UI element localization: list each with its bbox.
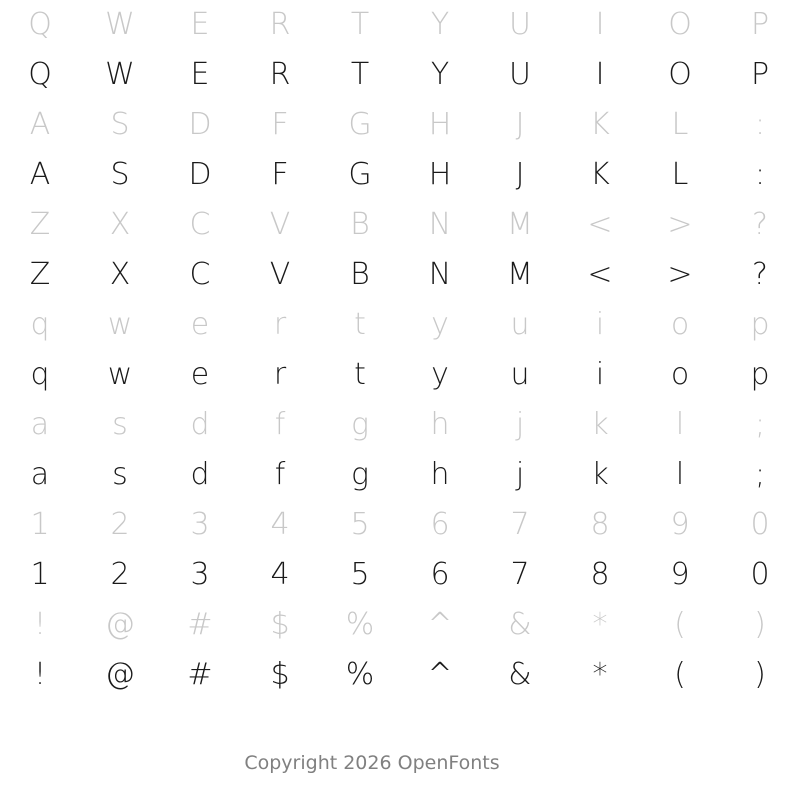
- glyph-cell: V: [269, 207, 291, 242]
- glyph-cell: @: [105, 607, 135, 642]
- glyph-cell: P: [750, 57, 770, 92]
- glyph-cell: q: [30, 357, 50, 392]
- glyph-cell: I: [595, 7, 605, 42]
- glyph-row-regular: [0, 350, 800, 400]
- glyph-cell: 4: [270, 507, 290, 542]
- glyph-cell: Y: [430, 57, 450, 92]
- glyph-cell: Y: [430, 7, 450, 42]
- glyph-cell: X: [109, 207, 131, 242]
- glyph-cell: #: [187, 657, 213, 692]
- glyph-cell: ^: [427, 607, 453, 642]
- glyph-cell: f: [274, 457, 286, 492]
- glyph-cell: 7: [510, 557, 530, 592]
- glyph-cell: L: [671, 107, 689, 142]
- glyph-cell: *: [592, 607, 608, 642]
- glyph-cell: d: [190, 457, 210, 492]
- glyph-cell: j: [515, 457, 525, 492]
- glyph-row-regular: [0, 50, 800, 100]
- glyph-cell: k: [591, 407, 609, 442]
- glyph-cell: 8: [590, 557, 610, 592]
- glyph-cell: s: [112, 457, 128, 492]
- glyph-cell: p: [750, 307, 770, 342]
- glyph-cell: K: [590, 157, 610, 192]
- glyph-cell: W: [105, 57, 135, 92]
- glyph-cell: U: [509, 7, 531, 42]
- glyph-row-light: [0, 200, 800, 250]
- glyph-cell: ): [754, 607, 766, 642]
- glyph-cell: V: [269, 257, 291, 292]
- glyph-cell: ?: [752, 207, 768, 242]
- glyph-cell: ?: [752, 257, 768, 292]
- glyph-cell: w: [107, 357, 133, 392]
- glyph-cell: (: [674, 657, 686, 692]
- glyph-cell: q: [30, 307, 50, 342]
- glyph-cell: R: [269, 7, 291, 42]
- glyph-cell: D: [188, 107, 212, 142]
- glyph-cell: B: [350, 257, 370, 292]
- glyph-cell: %: [345, 607, 375, 642]
- glyph-cell: d: [190, 407, 210, 442]
- glyph-cell: *: [592, 657, 608, 692]
- glyph-cell: 1: [30, 507, 50, 542]
- glyph-cell: 5: [350, 507, 370, 542]
- glyph-cell: T: [350, 7, 370, 42]
- glyph-row-regular: [0, 550, 800, 600]
- glyph-cell: 9: [670, 557, 690, 592]
- glyph-cell: t: [354, 357, 366, 392]
- glyph-cell: B: [350, 207, 370, 242]
- glyph-cell: L: [671, 157, 689, 192]
- glyph-cell: %: [345, 657, 375, 692]
- glyph-cell: #: [187, 607, 213, 642]
- glyph-cell: 9: [670, 507, 690, 542]
- glyph-cell: S: [110, 107, 130, 142]
- glyph-cell: T: [350, 57, 370, 92]
- glyph-cell: @: [105, 657, 135, 692]
- glyph-cell: :: [754, 157, 766, 192]
- glyph-cell: 6: [430, 507, 450, 542]
- glyph-cell: u: [510, 357, 530, 392]
- glyph-cell: a: [30, 457, 50, 492]
- glyph-cell: 8: [590, 507, 610, 542]
- glyph-cell: C: [189, 257, 211, 292]
- glyph-cell: ;: [754, 407, 766, 442]
- glyph-cell: 7: [510, 507, 530, 542]
- glyph-cell: W: [105, 7, 135, 42]
- glyph-cell: X: [109, 257, 131, 292]
- glyph-row-light: [0, 600, 800, 650]
- glyph-cell: A: [29, 157, 51, 192]
- glyph-cell: f: [274, 407, 286, 442]
- glyph-cell: N: [428, 257, 452, 292]
- glyph-cell: w: [107, 307, 133, 342]
- glyph-cell: >: [667, 257, 693, 292]
- glyph-cell: 4: [270, 557, 290, 592]
- glyph-cell: !: [33, 607, 47, 642]
- glyph-cell: C: [189, 207, 211, 242]
- glyph-cell: e: [190, 357, 210, 392]
- glyph-cell: &: [508, 607, 532, 642]
- glyph-cell: o: [670, 307, 690, 342]
- glyph-cell: h: [430, 457, 450, 492]
- glyph-cell: r: [273, 357, 287, 392]
- glyph-row-regular: [0, 250, 800, 300]
- glyph-cell: U: [509, 57, 531, 92]
- glyph-cell: g: [350, 457, 369, 492]
- glyph-cell: 0: [750, 507, 770, 542]
- glyph-cell: J: [515, 157, 525, 192]
- glyph-cell: O: [668, 57, 692, 92]
- glyph-cell: k: [591, 457, 609, 492]
- glyph-cell: M: [507, 257, 533, 292]
- glyph-cell: I: [595, 57, 605, 92]
- glyph-cell: P: [750, 7, 770, 42]
- glyph-cell: 1: [30, 557, 50, 592]
- glyph-cell: N: [428, 207, 452, 242]
- glyph-cell: a: [30, 407, 50, 442]
- glyph-cell: r: [273, 307, 287, 342]
- glyph-cell: 3: [190, 557, 210, 592]
- glyph-cell: A: [29, 107, 51, 142]
- glyph-cell: j: [515, 407, 525, 442]
- glyph-cell: :: [754, 107, 766, 142]
- glyph-cell: l: [675, 457, 685, 492]
- glyph-cell: ^: [427, 657, 453, 692]
- glyph-cell: e: [190, 307, 210, 342]
- glyph-cell: y: [431, 357, 449, 392]
- copyright-notice: Copyright 2026 OpenFonts: [244, 752, 500, 774]
- glyph-cell: M: [507, 207, 533, 242]
- glyph-cell: H: [428, 157, 452, 192]
- glyph-cell: 2: [110, 557, 130, 592]
- glyph-cell: E: [190, 7, 210, 42]
- glyph-cell: R: [269, 57, 291, 92]
- glyph-cell: S: [110, 157, 130, 192]
- glyph-cell: Q: [28, 7, 52, 42]
- glyph-row-light: [0, 100, 800, 150]
- glyph-cell: ): [754, 657, 766, 692]
- glyph-row-light: [0, 400, 800, 450]
- glyph-row-regular: [0, 450, 800, 500]
- glyph-cell: G: [348, 107, 372, 142]
- glyph-cell: 5: [350, 557, 370, 592]
- glyph-cell: y: [431, 307, 449, 342]
- glyph-row-light: [0, 0, 800, 50]
- glyph-row-light: [0, 300, 800, 350]
- glyph-cell: O: [668, 7, 692, 42]
- glyph-row-regular: [0, 650, 800, 700]
- glyph-cell: i: [595, 307, 605, 342]
- glyph-row-light: [0, 500, 800, 550]
- glyph-cell: Z: [29, 207, 51, 242]
- glyph-cell: i: [595, 357, 605, 392]
- glyph-cell: J: [515, 107, 525, 142]
- glyph-cell: 3: [190, 507, 210, 542]
- glyph-cell: 2: [110, 507, 130, 542]
- glyph-cell: s: [112, 407, 128, 442]
- glyph-cell: H: [428, 107, 452, 142]
- glyph-cell: &: [508, 657, 532, 692]
- glyph-cell: F: [271, 157, 289, 192]
- glyph-cell: F: [271, 107, 289, 142]
- glyph-cell: 6: [430, 557, 450, 592]
- glyph-cell: p: [750, 357, 770, 392]
- glyph-cell: u: [510, 307, 530, 342]
- glyph-cell: o: [670, 357, 690, 392]
- glyph-cell: !: [33, 657, 47, 692]
- glyph-cell: E: [190, 57, 210, 92]
- glyph-cell: h: [430, 407, 450, 442]
- glyph-cell: g: [350, 407, 369, 442]
- glyph-cell: t: [354, 307, 366, 342]
- glyph-cell: D: [188, 157, 212, 192]
- glyph-cell: Q: [28, 57, 52, 92]
- glyph-cell: 0: [750, 557, 770, 592]
- glyph-cell: >: [667, 207, 693, 242]
- glyph-cell: G: [348, 157, 372, 192]
- glyph-cell: (: [674, 607, 686, 642]
- glyph-cell: K: [590, 107, 610, 142]
- glyph-row-regular: [0, 150, 800, 200]
- glyph-cell: l: [675, 407, 685, 442]
- glyph-cell: <: [587, 257, 613, 292]
- glyph-cell: $: [270, 657, 290, 692]
- glyph-cell: ;: [754, 457, 766, 492]
- glyph-cell: Z: [29, 257, 51, 292]
- glyph-cell: $: [270, 607, 290, 642]
- glyph-cell: <: [587, 207, 613, 242]
